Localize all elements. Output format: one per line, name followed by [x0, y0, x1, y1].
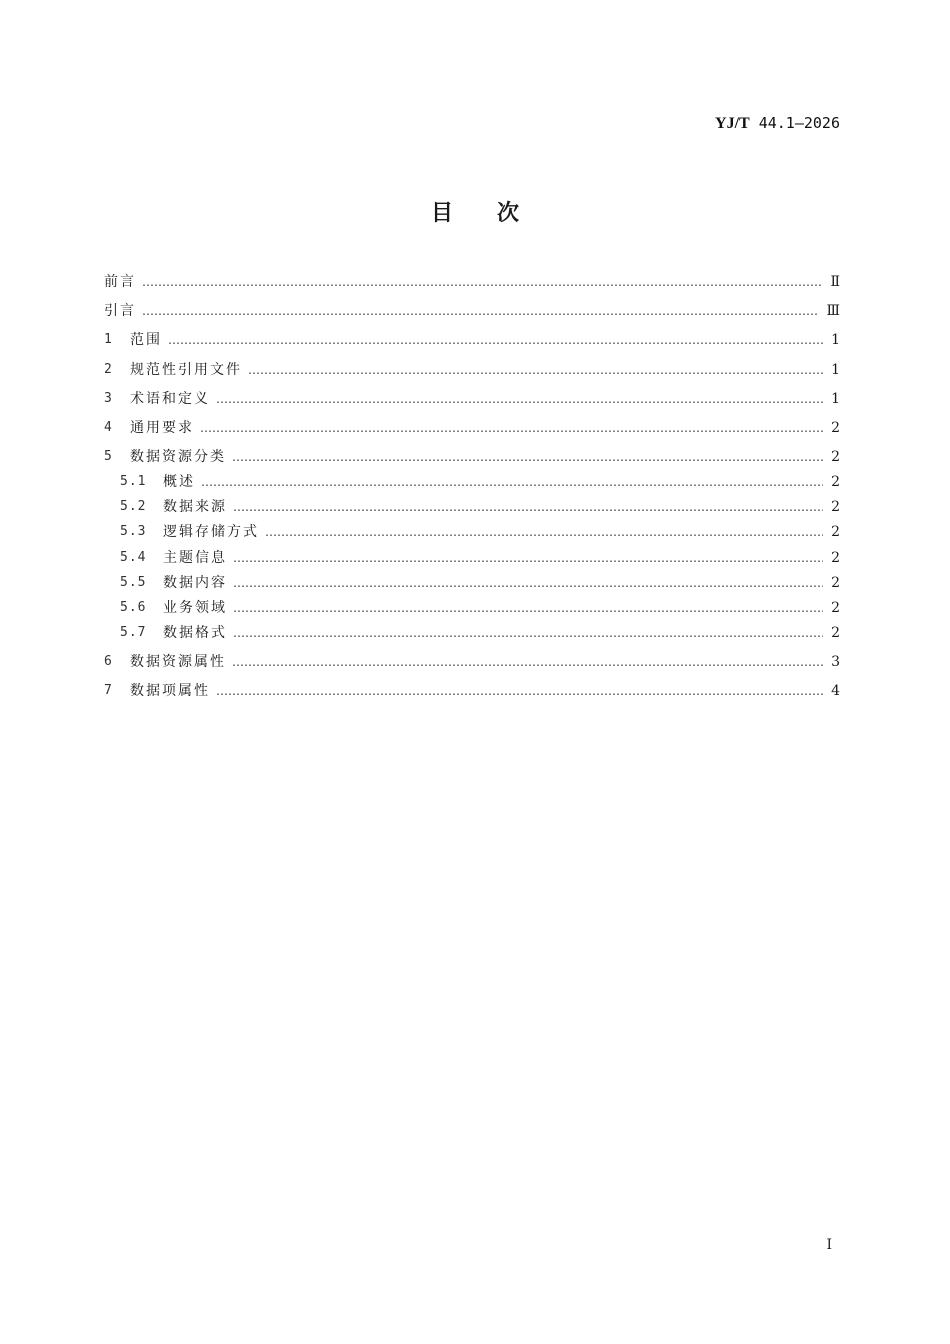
page-number: I	[826, 1237, 832, 1253]
toc-entry-1[interactable]	[104, 330, 840, 350]
toc-leader-dots	[233, 497, 823, 517]
toc-entry-page: 2	[831, 574, 840, 591]
toc-entry-page: 2	[831, 599, 840, 616]
toc-entry-label: 数据来源	[163, 499, 227, 516]
toc-leader-dots	[233, 548, 823, 568]
toc-leader-dots	[201, 472, 823, 492]
toc-entry-page: 2	[831, 499, 840, 516]
toc-entry-5-3[interactable]	[104, 522, 840, 542]
toc-entry-label: 数据资源属性	[130, 653, 226, 670]
toc-leader-dots	[216, 389, 823, 409]
toc-leader-dots	[233, 623, 823, 643]
toc-entry-page: Ⅱ	[830, 274, 840, 290]
toc-entry-number: 1	[104, 332, 112, 348]
toc-entry-page: 1	[831, 361, 840, 378]
toc-entry-page: 2	[831, 419, 840, 436]
toc-entry-4[interactable]	[104, 418, 840, 438]
toc-entry-label: 数据资源分类	[130, 449, 226, 466]
document-code-number: 44.1—2026	[749, 114, 840, 132]
toc-entry-label: 逻辑存储方式	[163, 524, 259, 541]
toc-entry-label: 业务领域	[163, 599, 227, 616]
toc-entry-5-1[interactable]	[104, 472, 840, 492]
toc-entry-2[interactable]	[104, 360, 840, 380]
toc-entry-label: 数据格式	[163, 624, 227, 641]
toc-entry-number: 5.4	[120, 549, 147, 565]
toc-entry-label: 主题信息	[163, 549, 227, 566]
toc-leader-dots	[216, 681, 823, 701]
toc-entry-page: 1	[831, 390, 840, 407]
toc-entry-7[interactable]	[104, 681, 840, 701]
toc-entry-number: 5.3	[120, 524, 147, 540]
toc-entry-label: 概述	[163, 474, 195, 491]
toc-entry-label: 范围	[130, 332, 162, 349]
toc-entry-number: 3	[104, 390, 112, 406]
toc-entry-5-4[interactable]	[104, 548, 840, 568]
toc-leader-dots	[233, 573, 823, 593]
toc-entry-page: 1	[831, 332, 840, 349]
toc-leader-dots	[233, 598, 823, 618]
toc-entry-label: 引言	[104, 303, 136, 320]
toc-leader-dots	[168, 330, 823, 350]
toc-entry-number: 5.1	[120, 474, 147, 490]
toc-entry-number: 6	[104, 653, 112, 669]
toc-entry-number: 5.5	[120, 574, 147, 590]
toc-entry-number: 7	[104, 683, 112, 699]
toc-entry-5-2[interactable]	[104, 497, 840, 517]
toc-entry-number: 4	[104, 419, 112, 435]
toc-entry-6[interactable]	[104, 652, 840, 672]
toc-leader-dots	[232, 447, 823, 467]
toc-entry-5[interactable]	[104, 447, 840, 467]
toc-entry-page: 2	[831, 474, 840, 491]
toc-entry-foreword[interactable]	[104, 272, 840, 292]
toc-leader-dots	[232, 652, 823, 672]
toc-entry-label: 通用要求	[130, 419, 194, 436]
toc-entry-number: 5.7	[120, 624, 147, 640]
toc-entry-5-7[interactable]	[104, 623, 840, 643]
toc-entry-label: 数据内容	[163, 574, 227, 591]
toc-entry-page: 2	[831, 624, 840, 641]
document-code	[715, 114, 840, 133]
table-of-contents	[104, 272, 840, 710]
toc-leader-dots	[142, 301, 818, 321]
toc-entry-label: 规范性引用文件	[130, 361, 242, 378]
toc-entry-page: Ⅲ	[826, 303, 840, 320]
toc-entry-page: 2	[831, 449, 840, 466]
toc-entry-page: 4	[831, 683, 840, 700]
toc-leader-dots	[248, 360, 823, 380]
toc-entry-number: 5.6	[120, 599, 147, 615]
toc-leader-dots	[142, 272, 822, 292]
toc-entry-introduction[interactable]	[104, 301, 840, 321]
document-code-prefix: YJ/T	[715, 115, 750, 132]
toc-entry-5-5[interactable]	[104, 573, 840, 593]
toc-entry-3[interactable]	[104, 389, 840, 409]
toc-entry-page: 3	[831, 653, 840, 670]
toc-entry-label: 前言	[104, 274, 136, 290]
toc-entry-number: 2	[104, 361, 112, 377]
toc-leader-dots	[200, 418, 823, 438]
toc-title: 目次	[430, 201, 563, 226]
toc-entry-page: 2	[831, 524, 840, 541]
toc-entry-label: 数据项属性	[130, 683, 210, 700]
toc-entry-number: 5	[104, 449, 112, 465]
toc-entry-label: 术语和定义	[130, 390, 210, 407]
toc-entry-page: 2	[831, 549, 840, 566]
toc-leader-dots	[265, 522, 823, 542]
toc-entry-number: 5.2	[120, 499, 147, 515]
toc-entry-5-6[interactable]	[104, 598, 840, 618]
